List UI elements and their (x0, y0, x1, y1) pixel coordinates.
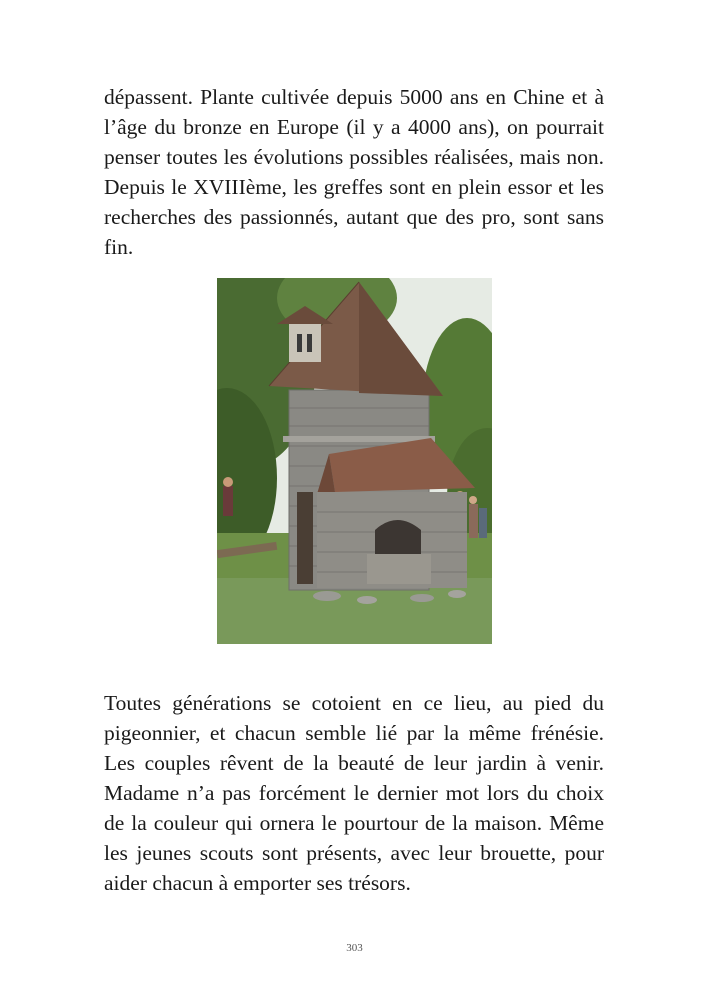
paragraph-2: Toutes générations se cotoient en ce lieu, au pied du pigeonnier, et chacun semble lié par la même frénésie. Les couples rêvent de la beauté de leur jardin à venir. Madame n’a pas forcément le dernier mot lors du choix de la couleur qui ornera le pourtour de la maison. Même les jeunes scouts sont présents, avec leur brouette, pour aider chacun à emporter ses trésors. (104, 691, 604, 895)
page-number: 303 (346, 942, 363, 954)
paragraph-1: dépassent. Plante cultivée depuis 5000 ans en Chine et à l’âge du bronze en Europe (il y a 4000 ans), on pourrait penser toutes les évolutions possibles réalisées, mais non. Depuis le XVIIIème, les greffes sont en plein essor et les recherches des passionnés, autant que des pro, sont sans fin. (104, 85, 604, 259)
dovecote-photo (217, 278, 492, 644)
